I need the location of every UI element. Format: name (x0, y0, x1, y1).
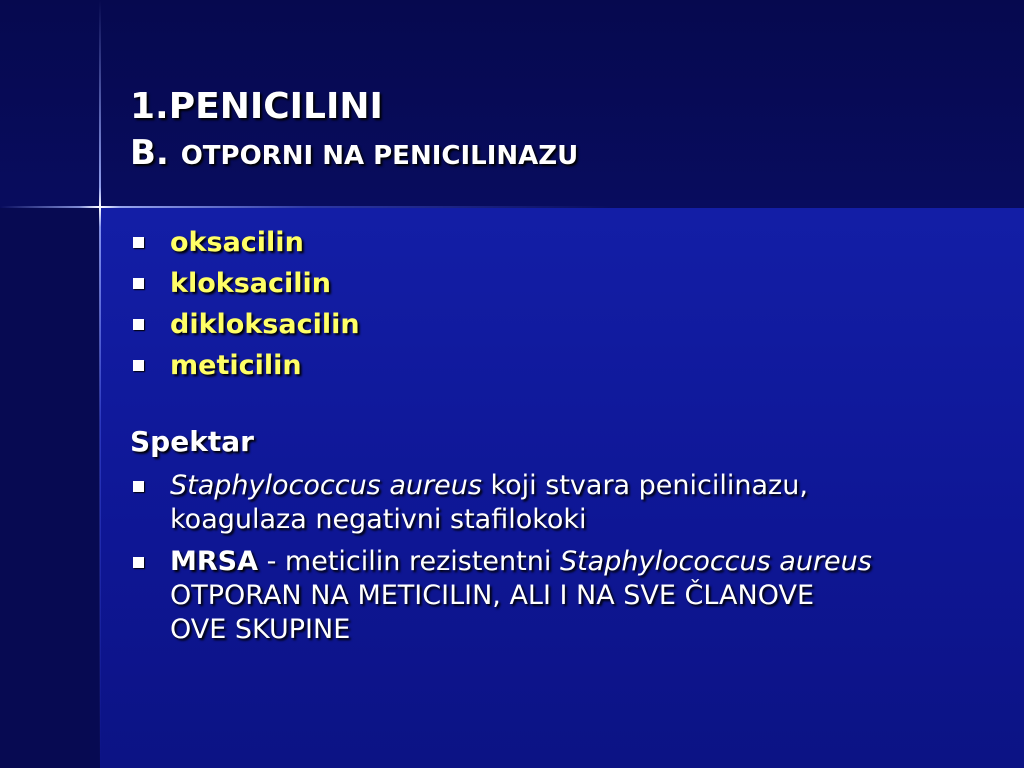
title-subtitle: OTPORNI NA PENICILINAZU (180, 141, 579, 171)
title-line-1: 1.PENICILINI (130, 86, 383, 127)
drug-name: kloksacilin (170, 268, 331, 299)
title-prefix: B. (130, 133, 169, 173)
drug-list (133, 222, 360, 386)
spectrum-list (133, 469, 993, 655)
organism-name: Staphylococcus aureus (559, 546, 872, 577)
slide-title (130, 84, 578, 179)
spectrum-text-line2: koagulaza negativni stafilokoki (170, 504, 587, 535)
spectrum-item-staph (133, 469, 993, 537)
organism-name: Staphylococcus aureus (170, 470, 482, 501)
sparkle-icon (80, 187, 120, 227)
horizontal-glow-line (0, 206, 1024, 208)
mrsa-text-line3: OVE SKUPINE (170, 614, 351, 645)
spectrum-item-mrsa (133, 545, 993, 647)
square-bullet-icon (133, 481, 144, 492)
square-bullet-icon (133, 557, 144, 568)
mrsa-text-line2: OTPORAN NA METICILIN, ALI I NA SVE ČLANOVE (170, 580, 815, 611)
list-item (133, 222, 360, 263)
mrsa-label: MRSA (170, 546, 259, 577)
square-bullet-icon (133, 360, 144, 371)
list-item (133, 345, 360, 386)
spectrum-text: koji stvara penicilinazu, (490, 470, 808, 501)
drug-name: dikloksacilin (170, 309, 360, 340)
mrsa-text: - meticilin rezistentni (266, 546, 552, 577)
spectrum-heading: Spektar (130, 425, 254, 458)
square-bullet-icon (133, 319, 144, 330)
vertical-glow-line (99, 0, 101, 768)
drug-name: oksacilin (170, 227, 304, 258)
square-bullet-icon (133, 237, 144, 248)
square-bullet-icon (133, 278, 144, 289)
list-item (133, 263, 360, 304)
list-item (133, 304, 360, 345)
title-line-2 (130, 130, 578, 179)
drug-name: meticilin (170, 350, 302, 381)
